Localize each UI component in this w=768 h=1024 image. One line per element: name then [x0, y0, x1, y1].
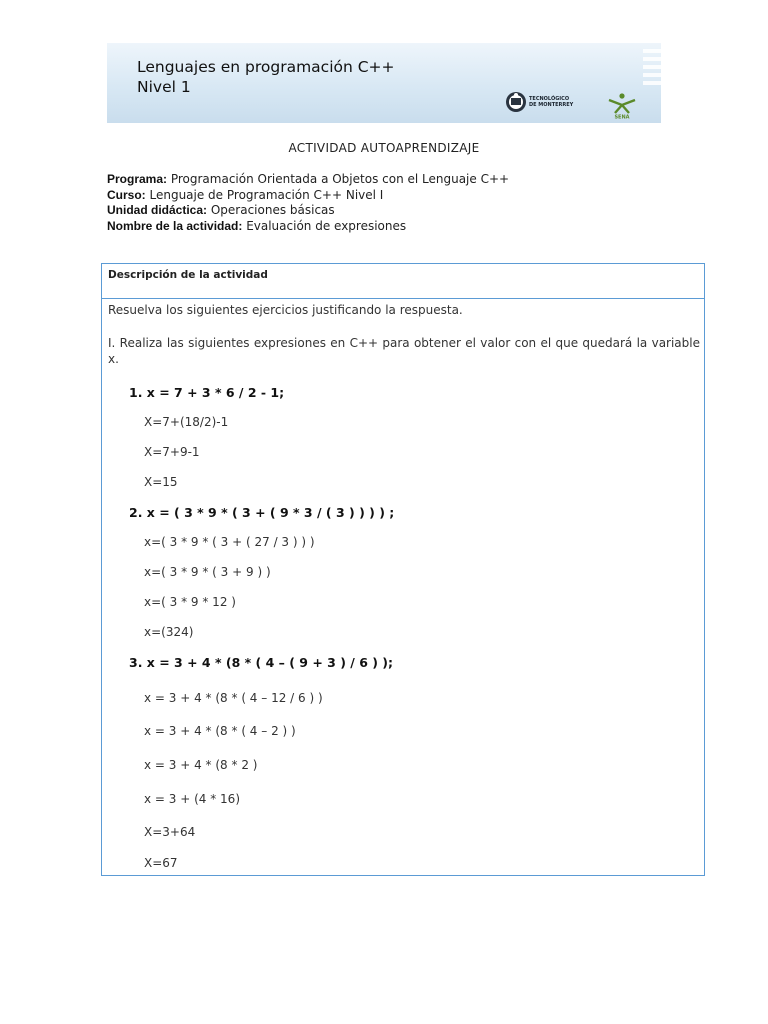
meta-label: Nombre de la actividad: — [107, 218, 243, 233]
header-banner — [107, 43, 661, 123]
meta-value: Programación Orientada a Objetos con el Lenguaje C++ — [167, 172, 510, 186]
problem-3-step: X=67 — [144, 856, 178, 870]
meta-actividad — [107, 219, 509, 235]
activity-title: ACTIVIDAD AUTOAPRENDIZAJE — [288, 141, 480, 155]
exercise-statement: I. Realiza las siguientes expresiones en C++ para obtener el valor con el que quedará la variable x. — [108, 336, 700, 366]
problem-2-step: x=(324) — [144, 625, 194, 639]
banner-stripes — [643, 43, 661, 123]
meta-programa — [107, 172, 509, 188]
table-header-label: Descripción de la actividad — [108, 269, 268, 281]
tec-seal-icon — [505, 90, 527, 114]
problem-3-step: x = 3 + 4 * (8 * ( 4 – 2 ) ) — [144, 724, 296, 738]
problem-2-step: x=( 3 * 9 * ( 3 + ( 27 / 3 ) ) ) — [144, 535, 315, 549]
problem-1-step: X=7+(18/2)-1 — [144, 415, 229, 429]
meta-label: Unidad didáctica: — [107, 203, 208, 217]
meta-unidad — [107, 203, 509, 219]
problem-3-step: x = 3 + (4 * 16) — [144, 792, 240, 806]
problem-3-step: x = 3 + 4 * (8 * ( 4 – 12 / 6 ) ) — [144, 691, 323, 705]
activity-metadata — [107, 172, 509, 234]
meta-label: Programa: — [107, 172, 168, 186]
meta-curso — [107, 188, 509, 204]
meta-label: Curso: — [107, 187, 146, 202]
sena-logo — [607, 93, 637, 119]
meta-value: Operaciones básicas — [207, 203, 335, 217]
tec-logo-text — [529, 96, 573, 108]
table-header — [102, 264, 704, 299]
problem-3-expression: 3. x = 3 + 4 * (8 * ( 4 – ( 9 + 3 ) / 6 ) ); — [129, 655, 394, 670]
banner-subtitle: Nivel 1 — [137, 78, 191, 96]
tecnologico-de-monterrey-logo — [505, 90, 593, 114]
problem-1-step: X=7+9-1 — [144, 445, 200, 459]
activity-description-table — [101, 263, 705, 876]
sena-person-icon — [607, 93, 637, 119]
problem-1-step: X=15 — [144, 475, 178, 489]
instructions: Resuelva los siguientes ejercicios justificando la respuesta. — [108, 303, 463, 317]
banner-title: Lenguajes en programación C++ — [137, 58, 395, 76]
sena-logo-text: SENA — [614, 114, 630, 119]
problem-2-step: x=( 3 * 9 * ( 3 + 9 ) ) — [144, 565, 271, 579]
meta-value: Lenguaje de Programación C++ Nivel I — [145, 187, 384, 202]
problem-2-expression: 2. x = ( 3 * 9 * ( 3 + ( 9 * 3 / ( 3 ) ) ) ) ; — [129, 505, 395, 520]
meta-value: Evaluación de expresiones — [242, 218, 407, 233]
problem-1-expression: 1. x = 7 + 3 * 6 / 2 - 1; — [129, 385, 285, 400]
problem-2-step: x=( 3 * 9 * 12 ) — [144, 595, 236, 609]
tec-logo-line2: DE MONTERREY — [529, 102, 574, 108]
problem-3-step: X=3+64 — [144, 825, 196, 839]
tec-logo-line1: TECNOLÓGICO — [529, 96, 570, 102]
problem-3-step: x = 3 + 4 * (8 * 2 ) — [144, 758, 258, 772]
